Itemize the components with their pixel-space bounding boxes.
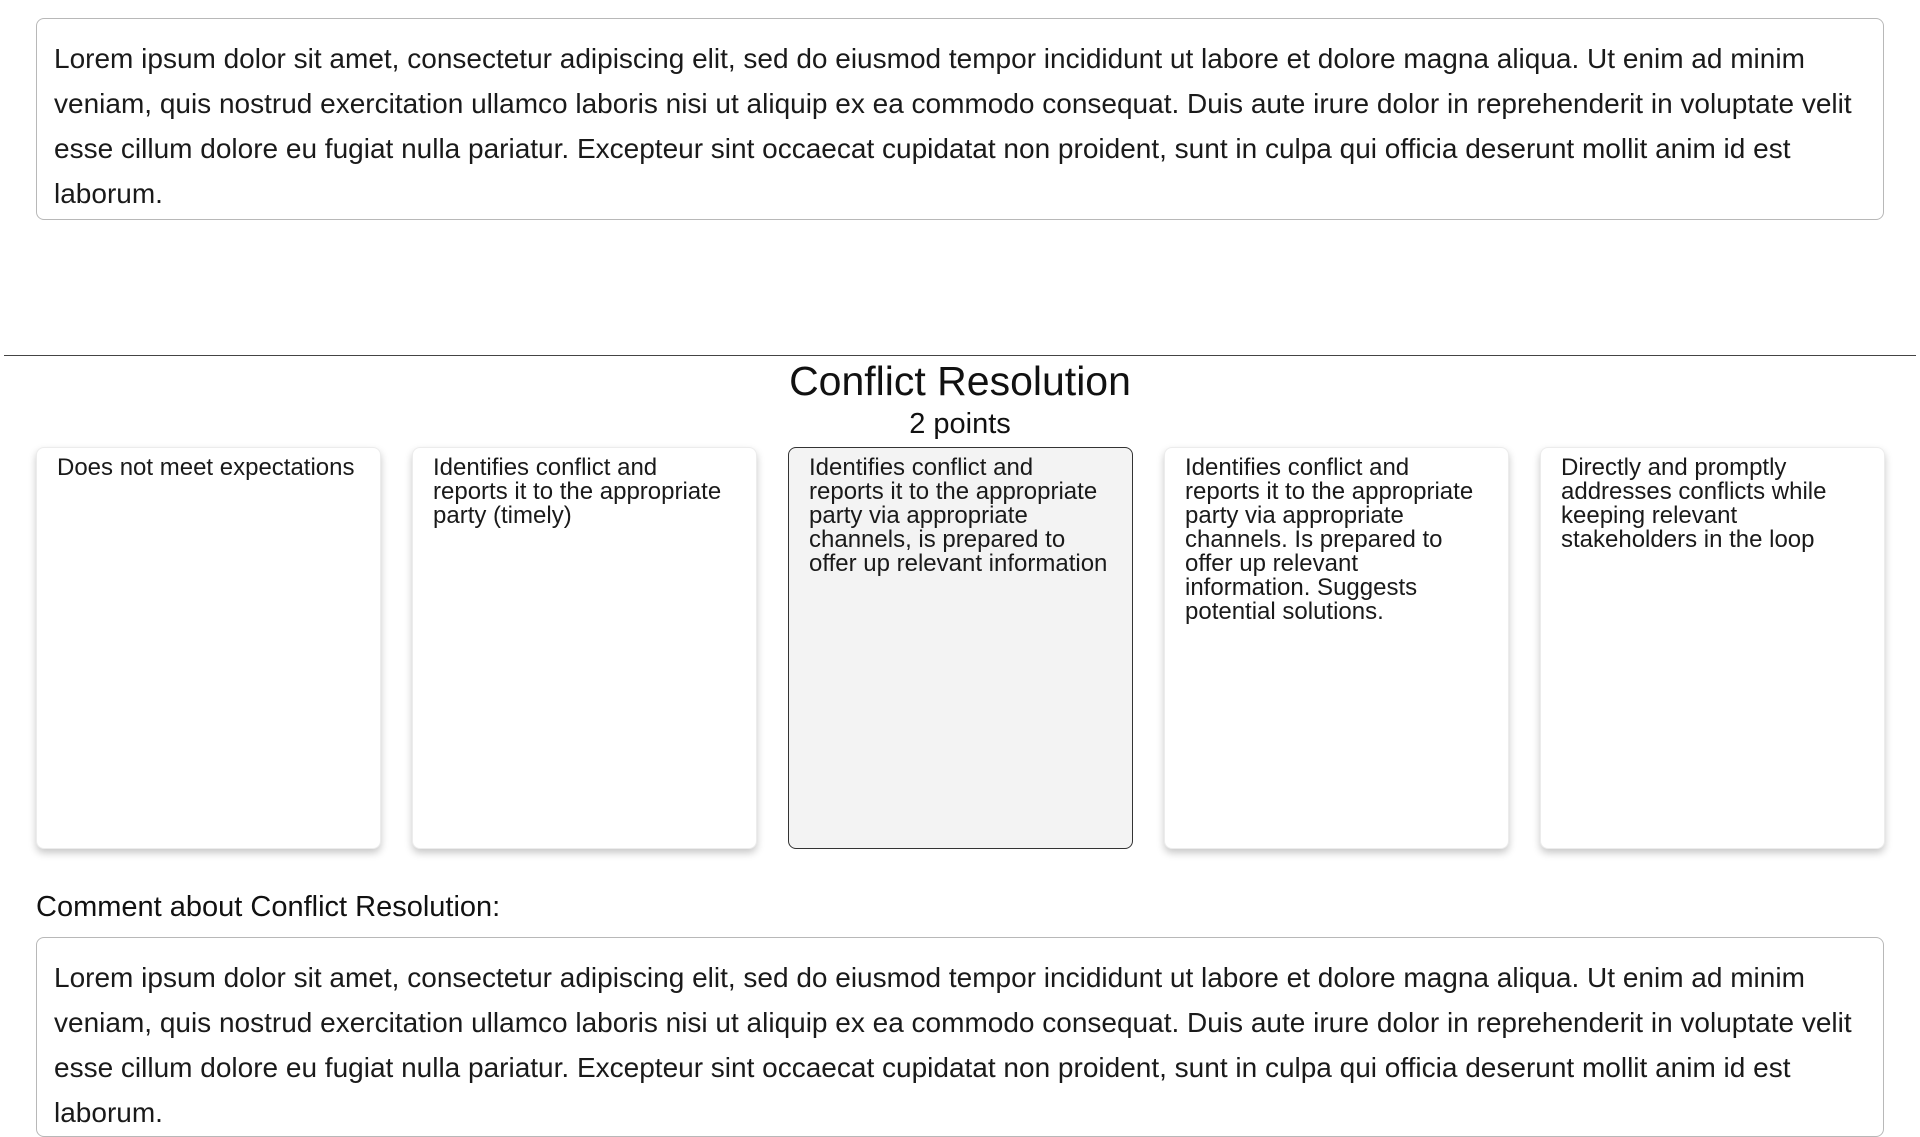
comment-label: Comment about Conflict Resolution: — [36, 891, 501, 923]
rating-option-does-not-meet[interactable]: Does not meet expectations — [36, 447, 381, 849]
criterion-title: Conflict Resolution — [789, 358, 1131, 404]
rating-option-identifies-reports[interactable]: Identifies conflict and reports it to the appropriate party (timely) — [412, 447, 757, 849]
comment-textbox[interactable]: Lorem ipsum dolor sit amet, consectetur adipiscing elit, sed do eiusmod tempor incididunt ut labore et dolore magna aliqua. Ut enim ad minim veniam, quis nostrud exercitation ullamco laboris nisi ut aliquip ex ea commodo consequat. Duis aute irure dolor in reprehenderit in voluptate velit esse cillum dolore eu fugiat nulla pariatur. Excepteur sint occaecat cupidatat non proident, sunt in culpa qui officia deserunt mollit anim id est laborum. — [36, 937, 1884, 1137]
rating-option-suggests-solutions[interactable]: Identifies conflict and reports it to the appropriate party via appropriate channels. Is prepared to offer up relevant information. Suggests potential solutions. — [1164, 447, 1509, 849]
rating-options — [36, 447, 1884, 849]
rating-option-appropriate-channels[interactable]: Identifies conflict and reports it to the appropriate party via appropriate channels, is prepared to offer up relevant information — [788, 447, 1133, 849]
previous-comment-textbox[interactable]: Lorem ipsum dolor sit amet, consectetur adipiscing elit, sed do eiusmod tempor incididunt ut labore et dolore magna aliqua. Ut enim ad minim veniam, quis nostrud exercitation ullamco laboris nisi ut aliquip ex ea commodo consequat. Duis aute irure dolor in reprehenderit in voluptate velit esse cillum dolore eu fugiat nulla pariatur. Excepteur sint occaecat cupidatat non proident, sunt in culpa qui officia deserunt mollit anim id est laborum. — [36, 18, 1884, 220]
criterion-points: 2 points — [909, 408, 1011, 440]
rating-option-directly-addresses[interactable]: Directly and promptly addresses conflicts while keeping relevant stakeholders in the loop — [1540, 447, 1885, 849]
